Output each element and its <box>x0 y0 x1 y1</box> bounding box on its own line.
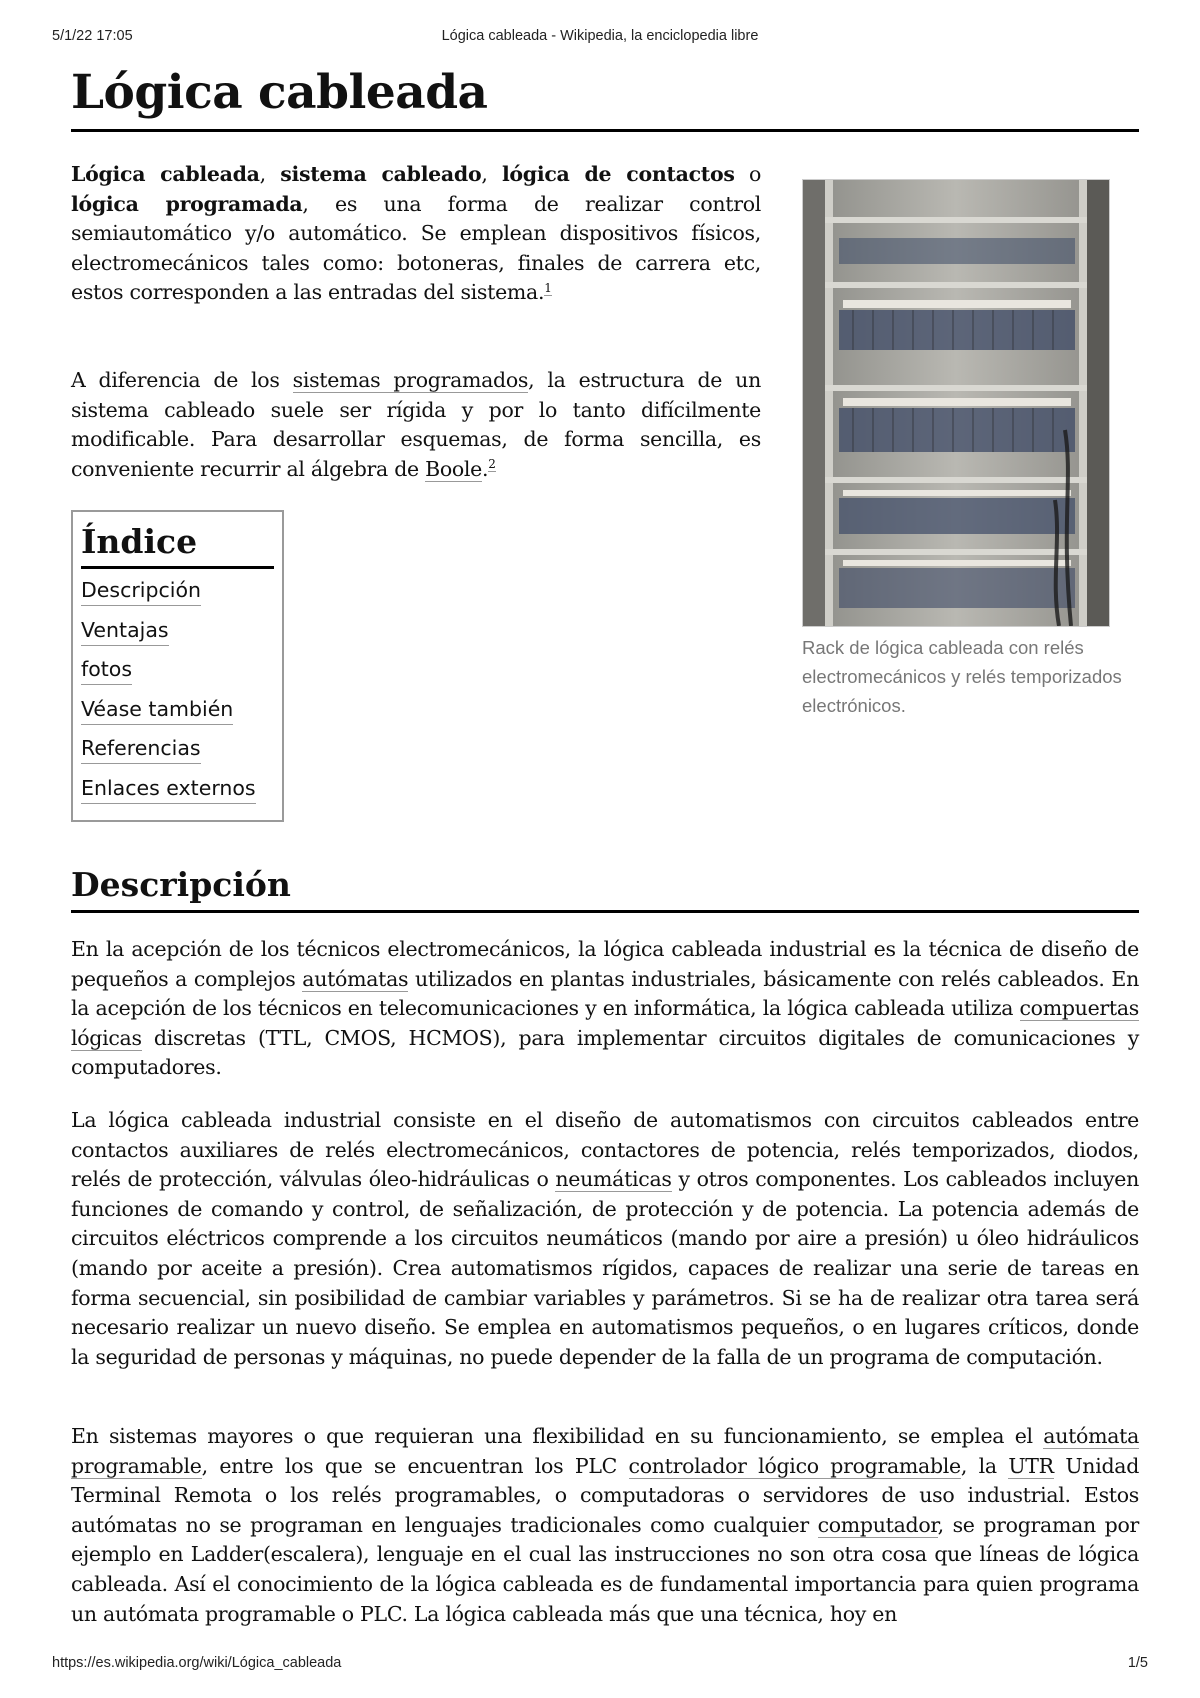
relay-rack-photo[interactable] <box>802 179 1110 627</box>
page-title: Lógica cableada <box>71 58 1139 132</box>
text: , <box>259 162 281 186</box>
intro-paragraph-2 <box>71 366 761 484</box>
body-paragraph-2 <box>71 1106 1139 1372</box>
toc-item <box>81 615 274 655</box>
link-neumaticas[interactable]: neumáticas <box>555 1167 672 1192</box>
reference-link-2[interactable]: 2 <box>488 456 496 471</box>
text: y otros componentes. Los cableados incluyen funciones de comando y control, de señalización, de protección y de potencia. La potencia además de circuitos eléctricos comprende a los circuitos neumáticos (mando por aire a presión) u óleo hidráulicos (mando por aceite a presión). Crea automatismos rígidos, capaces de realizar una serie de tareas en forma secuencial, sin posibilidad de cambiar variables y parámetros. Si se ha de realizar otra tarea será necesario realizar un nuevo diseño. Se emplea en automatismos pequeños, o en lugares críticos, donde la seguridad de personas y máquinas, no puede depender de la falla de un programa de computación. <box>71 1167 1139 1369</box>
toc-item <box>81 654 274 694</box>
figure <box>802 179 1122 720</box>
body-paragraph-3 <box>71 1422 1139 1629</box>
print-doc-title: Lógica cableada - Wikipedia, la enciclopedia libre <box>441 28 759 44</box>
text: , se programan por ejemplo en Ladder(escalera), lenguaje en el cual las instrucciones no son otra cosa que líneas de lógica cableada. Así el conocimiento de la lógica cableada es de fundamental importancia para quien programa un autómata programable o PLC. La lógica cableada más que una técnica, hoy en <box>71 1512 1140 1626</box>
toc-item <box>81 773 274 813</box>
toc-item <box>81 733 274 773</box>
link-computador[interactable]: computador <box>817 1512 938 1537</box>
text: , es una forma de realizar control semiautomático y/o automático. Se emplean dispositivos físicos, electromecánicos tales como: botoneras, finales de carrera etc, estos corresponden a las entradas del sistema. <box>71 191 762 305</box>
link-boole[interactable]: Boole <box>425 456 483 481</box>
toc-link-descripcion[interactable]: Descripción <box>81 575 201 606</box>
link-utr[interactable]: UTR <box>1008 1453 1054 1478</box>
bold-term: lógica de contactos <box>501 162 735 186</box>
toc-link-ventajas[interactable]: Ventajas <box>81 615 169 646</box>
text: , <box>481 162 502 186</box>
toc-link-fotos[interactable]: fotos <box>81 654 132 685</box>
bold-term: sistema cableado <box>280 162 482 186</box>
toc-link-referencias[interactable]: Referencias <box>81 733 201 764</box>
text: o <box>734 162 761 186</box>
text: La lógica cableada industrial consiste en el diseño de automatismos con circuitos cableados entre contactos auxiliares de relés electromecánicos, contactores de potencia, relés temporizados, diodos, relés de protección, válvulas óleo-hidráulicas o <box>71 1108 1139 1192</box>
toc-title: Índice <box>81 520 274 569</box>
section-heading-descripcion: Descripción <box>71 862 1139 913</box>
toc-item <box>81 575 274 615</box>
body-paragraph-1 <box>71 935 1139 1083</box>
figure-caption: Rack de lógica cableada con relés electromecánicos y relés temporizados electrónicos. <box>802 637 1122 716</box>
text: , la estructura de un sistema cableado suele ser rígida y por lo tanto difícilmente modificable. Para desarrollar esquemas, de forma sencilla, es conveniente recurrir al álgebra de <box>71 368 761 481</box>
link-automatas[interactable]: autómatas <box>302 966 409 991</box>
text: Unidad Terminal Remota o los relés programables, o computadoras o servidores de uso industrial. Estos autómatas no se programan en lenguajes tradicionales como cualquier <box>71 1453 1140 1537</box>
intro-paragraph-1 <box>71 160 761 308</box>
text: discretas (TTL, CMOS, HCMOS), para implementar circuitos digitales de comunicaciones y computadores. <box>71 1025 1139 1080</box>
toc-item <box>81 694 274 734</box>
link-sistemas-programados[interactable]: sistemas programados <box>292 368 529 392</box>
table-of-contents <box>71 510 284 822</box>
link-compuertas-logicas[interactable]: compuertas lógicas <box>71 996 1139 1050</box>
toc-list <box>81 575 274 812</box>
reference-link-1[interactable]: 1 <box>544 280 552 295</box>
text: A diferencia de los <box>71 368 293 392</box>
text: . <box>482 456 489 481</box>
text: En sistemas mayores o que requieran una flexibilidad en su funcionamiento, se emplea el <box>71 1424 1044 1448</box>
text: En la acepción de los técnicos electromecánicos, la lógica cableada industrial es la técnica de diseño de pequeños a complejos <box>71 937 1139 991</box>
toc-link-vease-tambien[interactable]: Véase también <box>81 694 233 725</box>
link-automata-programable[interactable]: autómata programable <box>71 1424 1139 1478</box>
print-page-number: 1/5 <box>1127 1655 1148 1671</box>
toc-link-enlaces-externos[interactable]: Enlaces externos <box>81 773 256 804</box>
print-url: https://es.wikipedia.org/wiki/Lógica_cableada <box>52 1655 342 1671</box>
text: , la <box>960 1453 1009 1478</box>
text: utilizados en plantas industriales, básicamente con relés cableados. En la acepción de los técnicos en telecomunicaciones y en informática, la lógica cableada utiliza <box>71 966 1139 1021</box>
text: , entre los que se encuentran los PLC <box>201 1453 629 1478</box>
bold-term: lógica programada <box>71 191 303 216</box>
bold-term: Lógica cableada <box>71 162 260 186</box>
print-datetime: 5/1/22 17:05 <box>52 28 133 44</box>
link-controlador-logico-programable[interactable]: controlador lógico programable <box>628 1453 961 1478</box>
